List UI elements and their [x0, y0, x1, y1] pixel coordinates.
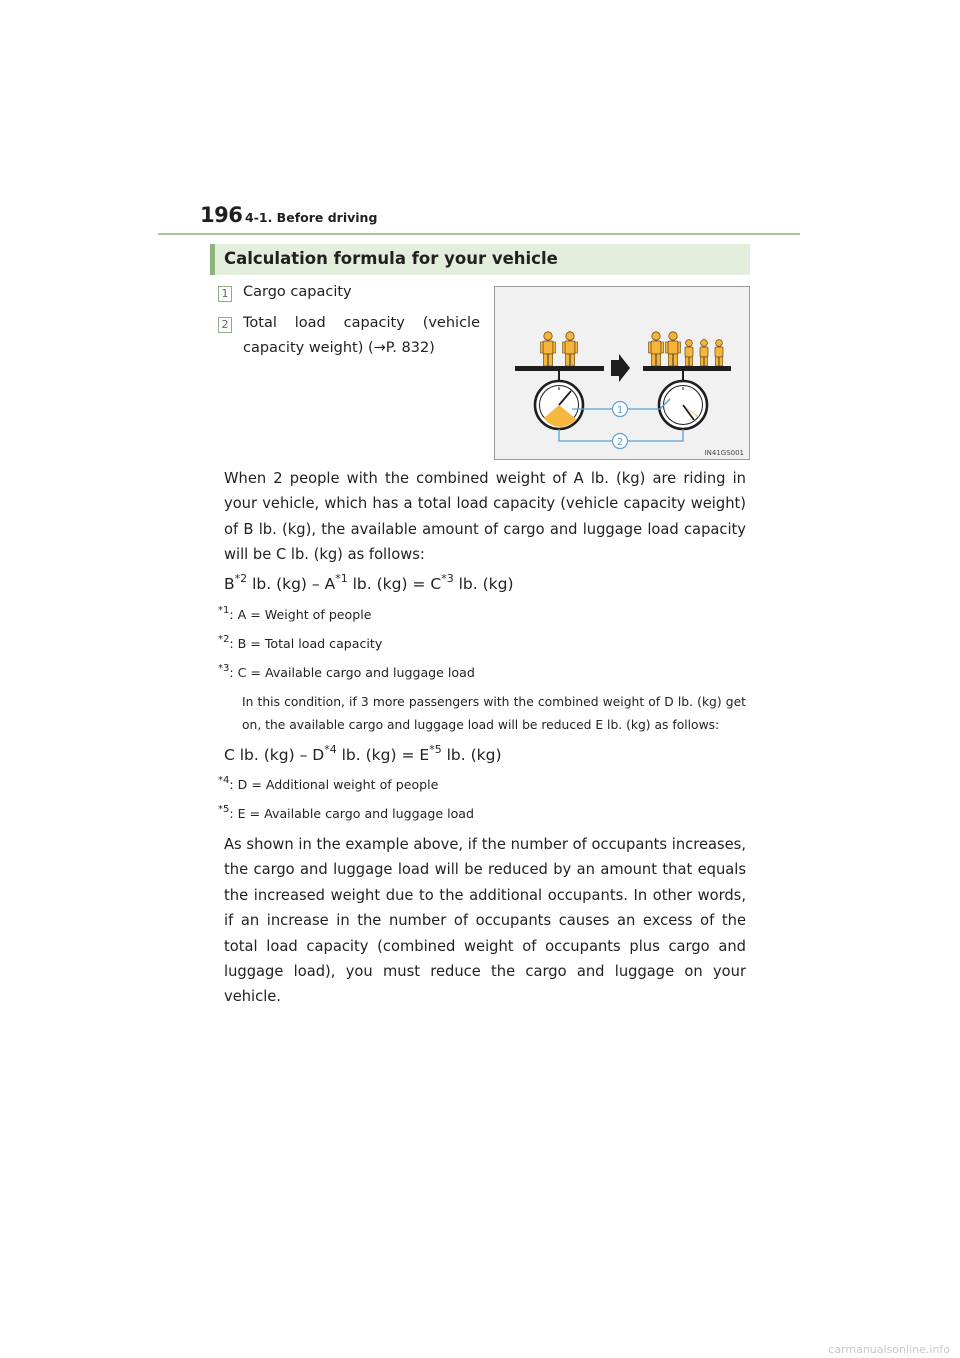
footnote-3: $^{*3}$: C = Available cargo and luggage load	[218, 663, 475, 680]
platform-before	[515, 366, 604, 371]
callout-1-label: 1	[616, 405, 624, 416]
formula-cargo-capacity: $B^{*2}$ lb. $(kg) - A^{*1}$ lb. $(kg) = C^{*3}$ lb. (kg)	[224, 572, 514, 593]
running-header: 4-1. Before driving	[245, 210, 378, 225]
section-heading: Calculation formula for your vehicle	[224, 249, 558, 268]
header-rule	[158, 233, 800, 235]
gauge-after	[659, 381, 707, 429]
paragraph-occupant-increase: As shown in the example above, if the number of occupants increases, the cargo and luggage load will be reduced by an amount that equals the increased weight due to the additional occupants. In other words, if an increase in the number of occupants causes an excess of the total load capacity (combined weight of occupants plus cargo and luggage load), you must reduce the cargo and luggage on your vehicle.	[224, 836, 746, 1006]
gauge-before	[535, 381, 583, 429]
footnote-4: $^{*4}$: D = Additional weight of people	[218, 775, 439, 792]
callout-2-label: 2	[616, 437, 624, 448]
item-2-label-line1: Total load capacity (vehicle	[243, 315, 480, 331]
paragraph-additional-passengers: In this condition, if 3 more passengers with the combined weight of D lb. (kg) get on, the available cargo and luggage load will be reduced E lb. (kg) as follows:	[242, 695, 746, 732]
arrow-right-icon	[611, 354, 630, 382]
people-before-group	[541, 332, 578, 366]
footnote-1: $^{*1}$: A = Weight of people	[218, 605, 372, 622]
item-2-label-line2: capacity weight) (→P. 832)	[243, 340, 435, 356]
people-after-group	[649, 332, 724, 366]
footnote-2: $^{*2}$: B = Total load capacity	[218, 634, 383, 651]
footnote-5: $^{*5}$: E = Available cargo and luggage load	[218, 804, 474, 821]
page-number: 196	[200, 203, 243, 227]
illustration-code: IN41GS001	[704, 449, 744, 457]
formula-reduced-load: C lb. $(kg) - D^{*4}$ lb. $(kg) = E^{*5}$ lb. (kg)	[224, 743, 502, 764]
section-heading-bar	[210, 244, 750, 275]
paragraph-combined-weight: When 2 people with the combined weight of A lb. (kg) are riding in your vehicle, which has a total load capacity (vehicle capacity weight) of B lb. (kg), the available amount of cargo and luggage load capacity will be C lb. (kg) as follows:	[224, 470, 746, 564]
item-1-label: Cargo capacity	[243, 284, 352, 300]
platform-after	[643, 366, 731, 371]
callout-1-badge: 1	[218, 286, 232, 302]
footer-watermark: carmanualsonline.info	[828, 1343, 950, 1356]
load-diagram-graphic	[495, 287, 749, 459]
callout-2-badge: 2	[218, 317, 232, 333]
load-capacity-illustration	[494, 286, 750, 460]
